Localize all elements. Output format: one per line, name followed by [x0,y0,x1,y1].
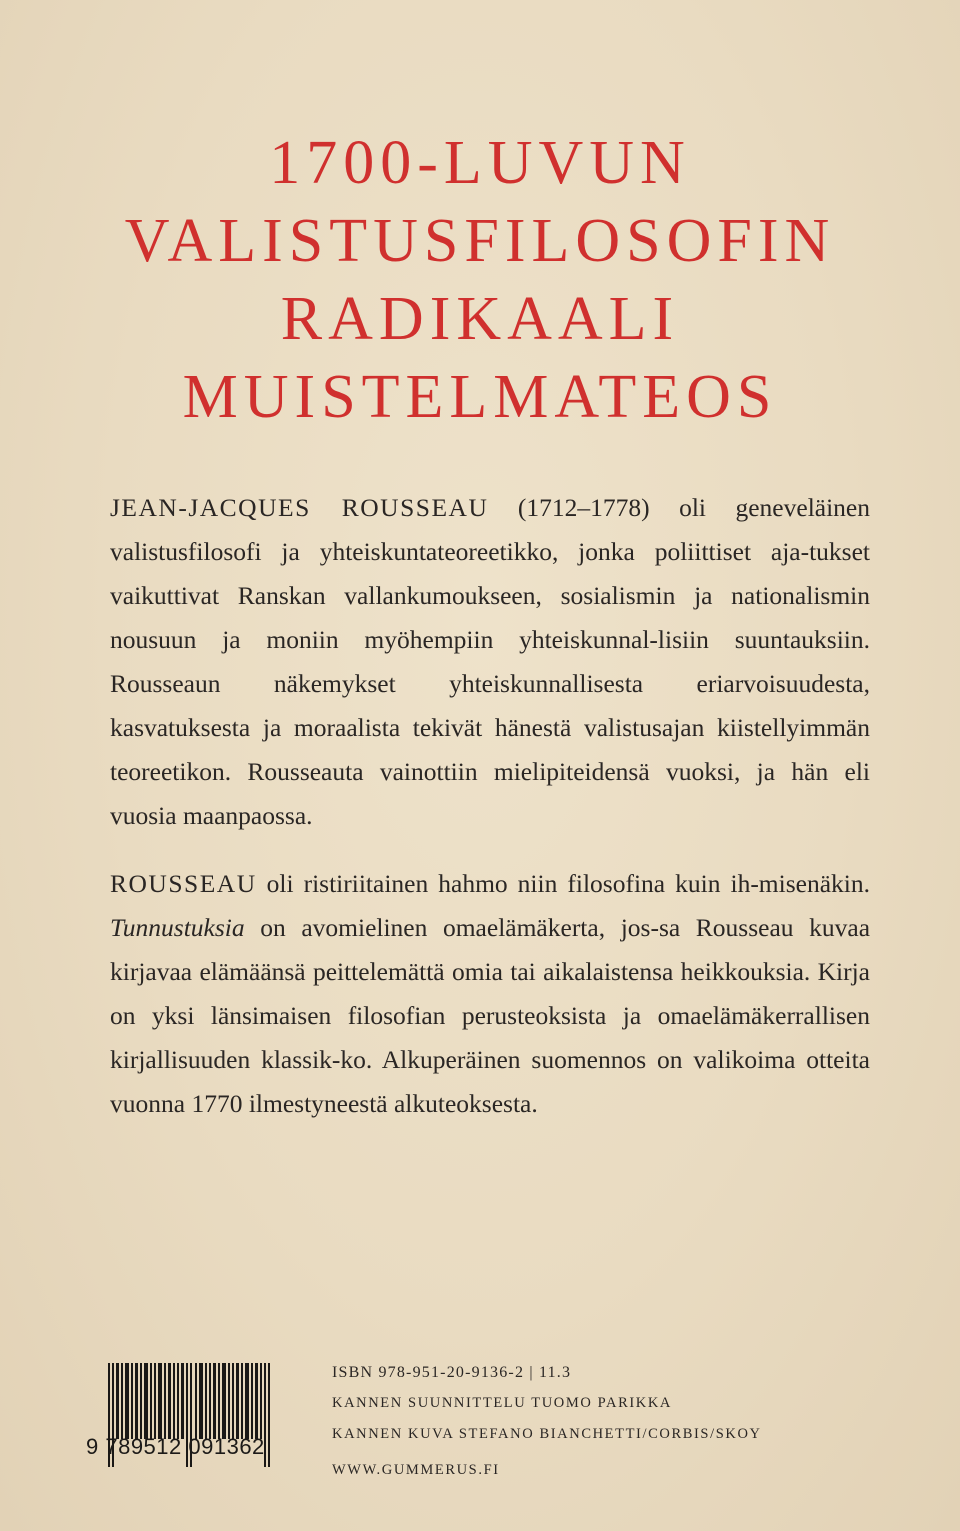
description-paragraph-1 [110,486,870,838]
cover-image-credit: KANNEN KUVA STEFANO BIANCHETTI/CORBIS/SKOY [332,1426,762,1442]
title-line-4: MUISTELMATEOS [182,363,778,431]
paragraph-2-text-before: oli ristiriitainen hahmo niin filosofina kuin ih-misenäkin. [266,869,870,898]
paragraph-2-text-after: on avomielinen omaelämäkerta, jos-sa Rousseau kuvaa kirjavaa elämäänsä peittelemättä omia tai aikalaistensa heikkouksia. Kirja on yksi länsimaisen filosofian perusteoksista ja omaelämäkerrallisen kirjallisuuden klassik-ko. Alkuperäinen suomennos on valikoima otteita vuonna 1770 ilmestyneestä alkuteoksesta. [110,913,871,1118]
paragraph-1-text: (1712–1778) oli geneveläinen valistusfilosofi ja yhteiskuntateoreetikko, jonka poliittiset aja-tukset vaikuttivat Ranskan vallankumoukseen, sosialismin ja nationalismin nousuun ja moniin myöhempiin yhteiskunnal-lisiin suuntauksiin. Rousseaun näkemykset yhteiskunnallisesta eriarvoisuudesta, kasvatuksesta ja moraalista tekivät hänestä valistusajan kiistellyimmän teoreetikon. Rousseauta vainottiin mielipiteidensä vuoksi, ja hän eli vuosia maanpaossa. [110,493,870,830]
description-paragraph-2 [110,862,870,1126]
publisher-website: WWW.GUMMERUS.FI [332,1462,500,1478]
author-name-short: ROUSSEAU [110,869,257,898]
cover-design-credit: KANNEN SUUNNITTELU TUOMO PARIKKA [332,1395,672,1411]
title-line-1: 1700-LUVUN [269,129,691,197]
title-line-3: RADIKAALI [280,285,680,353]
isbn-number: ISBN 978-951-20-9136-2 | 11.3 [332,1364,572,1381]
barcode-digits: 9 789512 091362 [86,1434,265,1459]
book-title: Tunnustuksia [110,913,245,942]
author-name: JEAN-JACQUES ROUSSEAU [110,493,489,522]
title-line-2: VALISTUSFILOSOFIN [124,207,836,275]
